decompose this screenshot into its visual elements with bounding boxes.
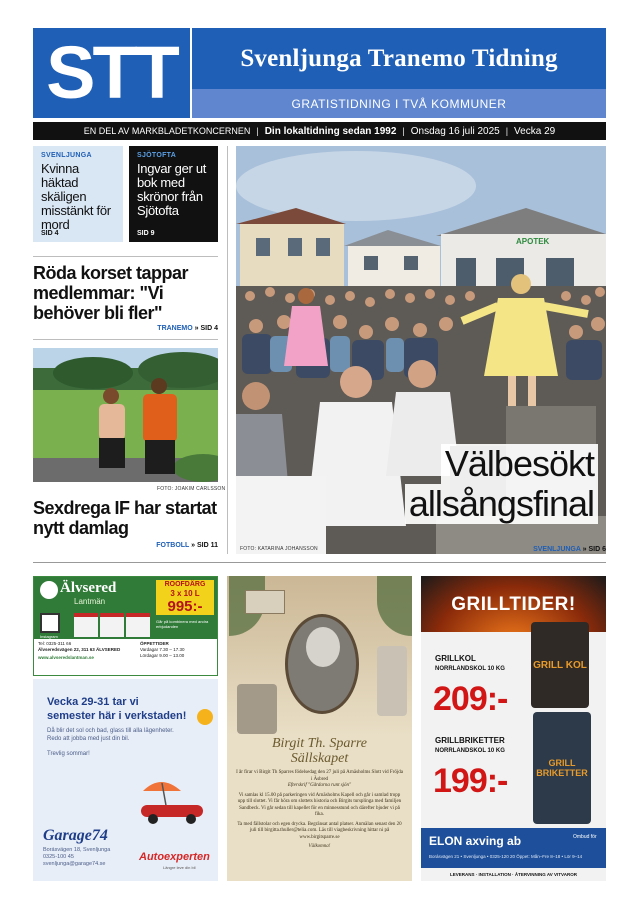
- teaser-headline: Ingvar ger ut bok med skrönor från Sjötofta: [137, 161, 207, 218]
- grill-headline: GRILLTIDER!: [451, 594, 576, 615]
- item1-name: GRILLKOL: [435, 654, 476, 663]
- elon-footer: LEVERANS · INSTALLATION · ÅTERVINNING AV VITVAROR: [421, 868, 606, 881]
- football-photo-illustration: [33, 348, 218, 482]
- car-umbrella-icon: [133, 771, 211, 827]
- ad-garage74[interactable]: [33, 679, 218, 881]
- promo-price: 995:-: [156, 598, 214, 615]
- masthead-logo[interactable]: [33, 28, 190, 118]
- garage-headline: Vecka 29-31 tar vi semester här i verkstaden!: [47, 696, 187, 722]
- hours-saturday: Lördagar 9.00 – 13.00: [140, 653, 185, 658]
- portrait-frame: [285, 614, 359, 714]
- column-divider: [227, 146, 228, 554]
- elon-brand: ELON axving ab: [429, 834, 522, 848]
- garage-contact: [43, 847, 143, 868]
- teaser-svenljunga[interactable]: [33, 146, 123, 242]
- story-ref-football: [33, 542, 218, 549]
- story-ref-red-cross: [33, 325, 218, 332]
- teaser-page-ref: SID 9: [137, 230, 155, 237]
- divider: [33, 256, 218, 257]
- garage-brand: Garage74: [43, 827, 108, 844]
- ads-divider: [33, 562, 606, 563]
- separator: |: [402, 126, 405, 136]
- newspaper-subtitle: GRATISTIDNING I TVÅ KOMMUNER: [291, 96, 507, 111]
- caption-line-1: Välbesökt: [441, 444, 598, 484]
- divider: [33, 339, 218, 340]
- story-ref-main: [420, 546, 606, 553]
- promo-note: Går på kombinera med andra erbjudanden: [156, 619, 209, 629]
- ad-birgit-sparre[interactable]: [227, 576, 412, 881]
- page-label: SID 6: [588, 546, 606, 553]
- football-photo[interactable]: [33, 348, 218, 482]
- ad-grilltider[interactable]: [421, 576, 606, 881]
- newspaper-title: Svenljunga Tranemo Tidning: [240, 44, 558, 72]
- ad-brand: Älvsered: [60, 580, 117, 596]
- memorial-title: [227, 736, 412, 766]
- masthead-title: [192, 28, 606, 89]
- memorial-quote: Efterskrif "Gårdarna runt sjön": [287, 783, 352, 788]
- photo-credit: FOTO: JOAKIM CARLSSON: [157, 486, 226, 492]
- garage-email[interactable]: svenljunga@garage74.se: [43, 861, 106, 867]
- item2-desc: NORRLANDSKOL 10 KG: [435, 748, 505, 754]
- portrait-face: [306, 627, 340, 667]
- separator: |: [505, 126, 509, 136]
- sun-icon: [197, 709, 213, 725]
- memorial-title-line1: Birgit Th. Sparre: [271, 736, 368, 751]
- teaser-page-ref: SID 4: [41, 230, 59, 237]
- slogan: Din lokaltidning sedan 1992: [264, 125, 397, 137]
- memorial-p3: Ta med fällstolar och egen drycka. Begränsat antal platser. Anmälan senast den 20 juli till birgitta.thuller@telia.com. Läs till viagbeskrivning hittar ni på www.birgitsparre.se: [237, 821, 402, 840]
- garage-address: Borásvägen 18, Svenljunga: [43, 847, 111, 853]
- masthead-subtitle: [192, 89, 606, 118]
- teaser-kicker: SVENLJUNGA: [41, 152, 92, 159]
- paint-can-icon: [74, 613, 98, 637]
- leaf-icon: [40, 581, 58, 599]
- story-headline-football[interactable]: Sexdrega IF har startat nytt damlag: [33, 498, 217, 538]
- teaser-headline: Kvinna häktad skäligen misstänkt för mord: [41, 161, 111, 232]
- item2-price: 199:-: [433, 762, 508, 800]
- page-label: SID 4: [200, 325, 218, 332]
- main-photo-caption: [405, 444, 598, 524]
- memorial-welcome: Välkomna!: [308, 844, 331, 849]
- paint-can-icon: [126, 613, 150, 637]
- issue-info-bar: [33, 122, 606, 140]
- separator: |: [256, 126, 259, 136]
- manor-illustration: [245, 590, 285, 614]
- issue-date: Onsdag 16 juli 2025: [410, 125, 500, 137]
- promo-top: ROOFDÄRG: [156, 580, 214, 589]
- promo-size: 3 x 10 L: [156, 589, 214, 598]
- bag1-label: GRILL KOL: [533, 659, 587, 671]
- group-label: EN DEL AV MARKBLADETKONCERNEN: [83, 126, 251, 136]
- story-headline-red-cross[interactable]: Röda korset tappar medlemmar: "Vi behöver bli fler": [33, 263, 189, 323]
- item2-name: GRILLBRIKETTER: [435, 736, 505, 745]
- partner-logo: Autoexperten: [139, 851, 210, 863]
- paint-cans: [74, 613, 150, 637]
- qr-code-icon[interactable]: [40, 613, 60, 633]
- caption-line-2: allsångsfinal: [405, 484, 598, 524]
- memorial-p1: I år firar vi Birgit Th Sparres födelsedag den 27 juli på Arnäsholms Slott vid Fröjda i Äsbred: [236, 770, 403, 782]
- teaser-sjotofta[interactable]: [129, 146, 218, 242]
- promo-box: [156, 580, 214, 615]
- hours-weekdays: Vardagar 7.30 – 17.30: [140, 647, 185, 652]
- section-label: TRANEMO: [157, 325, 193, 332]
- photo-credit: FOTO: KATARINA JOHANSSON: [240, 546, 318, 552]
- section-label: FOTBOLL: [156, 542, 190, 549]
- arrow-icon: »: [189, 542, 197, 549]
- teaser-kicker: SJÖTOFTA: [137, 152, 177, 159]
- memorial-p2: Vi samlas kl 15.00 på parkeringen vid Arnäsholms Kapell och går i samlad tropp upp till slottet. Vi får höra om slottets historia och Birgits tursplinga med familjen Sandbeck. Vi går sedan till kapellet för en minnesstund och därefter bjuder vi på fika.: [237, 792, 402, 817]
- hours-title: ÖPPETTIDER: [140, 641, 169, 646]
- ad-web: www.alvseredslantman.se: [38, 655, 94, 660]
- garage-phone: 0325-100 45: [43, 854, 74, 860]
- child-photo: [377, 646, 407, 716]
- briquette-bag: [533, 712, 591, 824]
- ad-hours: [140, 641, 216, 659]
- ad-brand-sub: Lantmän: [74, 597, 106, 606]
- arrow-icon: »: [192, 325, 201, 332]
- issue-week: Vecka 29: [514, 125, 556, 137]
- memorial-title-line2: Sällskapet: [290, 751, 349, 766]
- ad-alvsered[interactable]: [33, 576, 218, 676]
- garage-greeting: Trevlig sommar!: [47, 751, 90, 757]
- elon-address: Borásvägen 21 • Svenljunga • 0325-120 20 Öppet: Mån–Fre 8–18 • Lör 9–14: [429, 854, 583, 859]
- main-photo[interactable]: [236, 146, 606, 554]
- arrow-icon: »: [580, 546, 589, 553]
- ad-phone: Tel: 0325-311 66: [38, 641, 72, 646]
- partner-tag: Längre leve din bil: [163, 865, 196, 870]
- paint-can-icon: [100, 613, 124, 637]
- logo-text: STT: [46, 31, 177, 114]
- item1-desc: NORRLANDSKOL 10 KG: [435, 666, 505, 672]
- ad-address: Älvseredsvägen 22, 311 63 ÄLVSERED: [38, 647, 121, 652]
- bag2-label: GRILL BRIKETTER: [536, 758, 588, 778]
- page-label: SID 11: [196, 542, 218, 549]
- garage-body: Då blir det sol och bad, glass till alla lägenheter. Redo att jobba med just din bil.: [47, 728, 174, 742]
- item1-price: 209:-: [433, 680, 508, 718]
- apotek-sign: APOTEK: [516, 237, 550, 246]
- elon-tag: Ombud för: [573, 834, 597, 840]
- old-photo: [237, 684, 277, 734]
- qr-label: Instagram: [40, 634, 58, 639]
- memorial-body: [235, 770, 404, 851]
- section-label: SVENLJUNGA: [533, 546, 581, 553]
- ad-contact: [38, 641, 126, 661]
- charcoal-bag: [531, 622, 589, 708]
